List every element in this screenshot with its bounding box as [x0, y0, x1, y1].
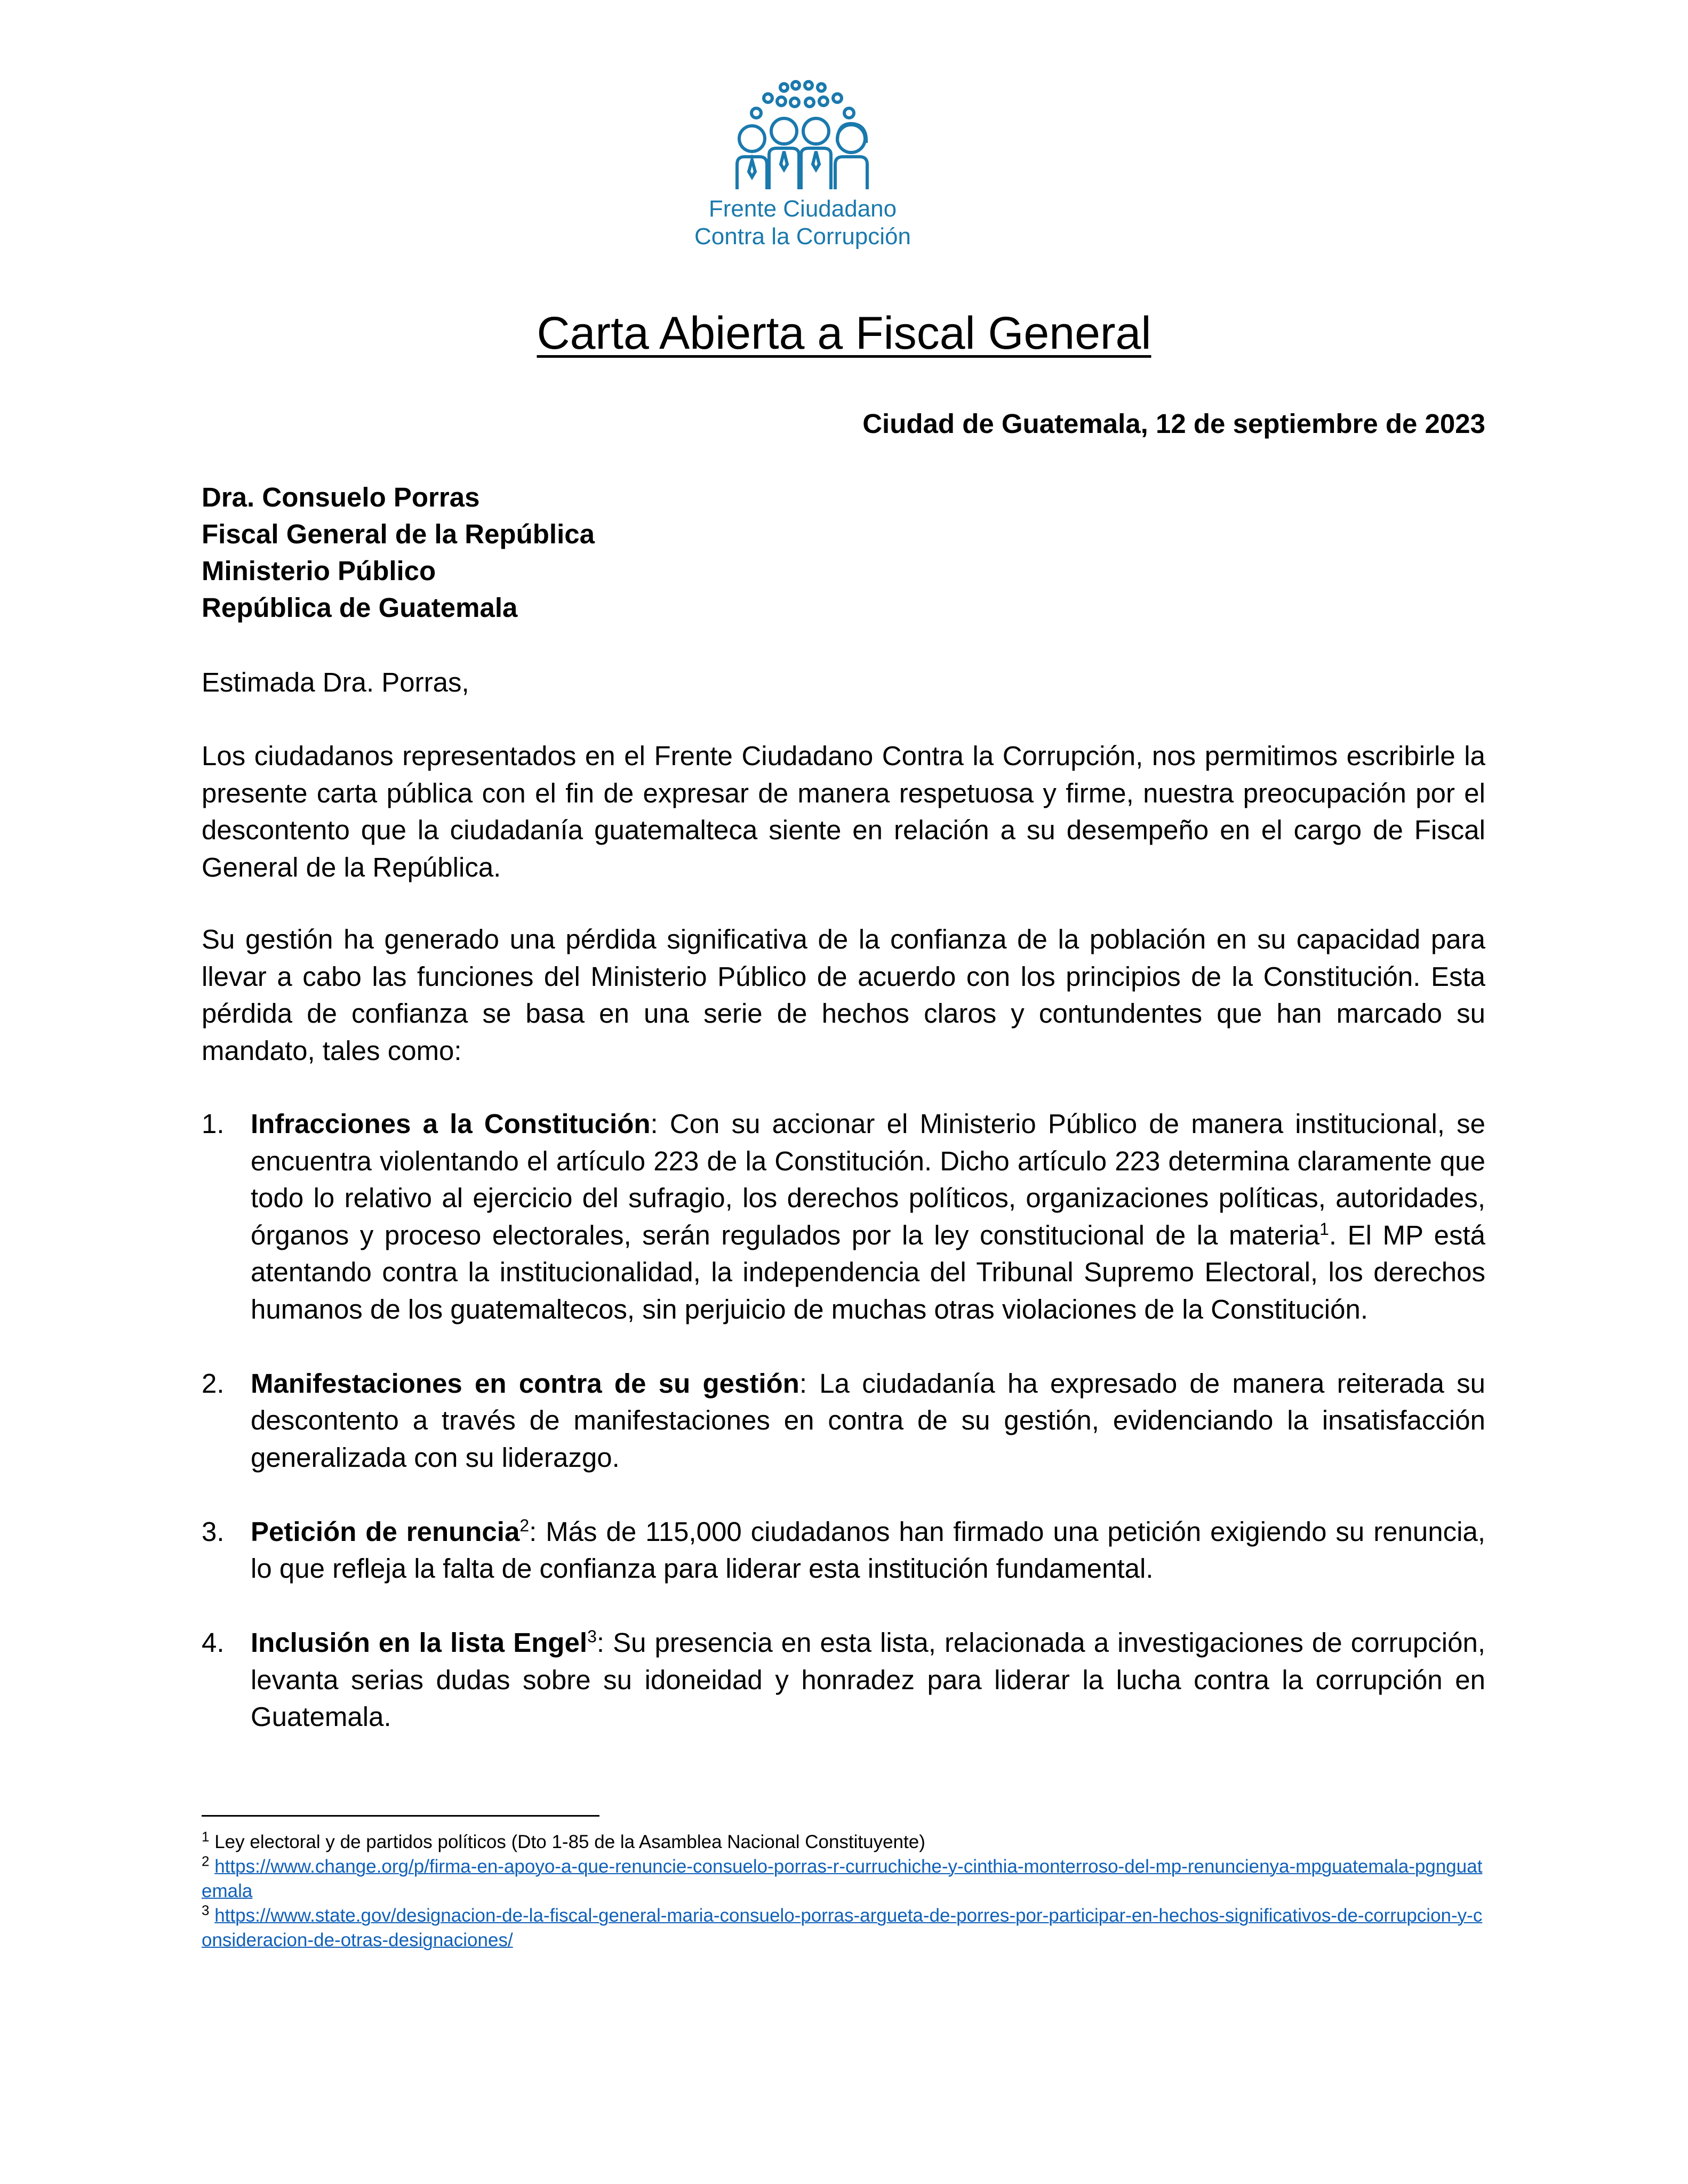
facts-list	[202, 1105, 1485, 1772]
list-item	[202, 1624, 1485, 1736]
list-item-title: Petición de renuncia	[251, 1516, 520, 1547]
paragraph-intro: Los ciudadanos representados en el Frente Ciudadano Contra la Corrupción, nos permitimos escribirle la presente carta pública con el fin de expresar de manera respetuosa y firme, nuestra preocupación por el descontento que la ciudadanía guatemalteca siente en relación a su desempeño en el cargo de Fiscal General de la República.	[202, 741, 1485, 882]
footnote-2	[202, 1854, 1492, 1904]
footnote-divider	[202, 1815, 599, 1817]
list-item	[202, 1365, 1485, 1476]
list-item-title: Manifestaciones en contra de su gestión	[251, 1368, 799, 1399]
footnote-link[interactable]: https://www.change.org/p/firma-en-apoyo-a-que-renuncie-consuelo-porras-r-curruchiche-y-cinthia-monterroso-del-mp-renuncienya-mpguatemala-pgnguatemala	[202, 1856, 1483, 1901]
list-item-title: Inclusión en la lista Engel	[251, 1627, 588, 1658]
footnote-3	[202, 1904, 1492, 1953]
recipient-name: Dra. Consuelo Porras	[202, 482, 480, 512]
paragraph-context: Su gestión ha generado una pérdida significativa de la confianza de la población en su capacidad para llevar a cabo las funciones del Ministerio Público de acuerdo con los principios de la Constitución. Esta pérdida de confianza se basa en una serie de hechos claros y contundentes que han marcado su mandato, tales como:	[202, 924, 1485, 1066]
footnote-number: 2	[202, 1853, 210, 1869]
footnote-1	[202, 1830, 1492, 1854]
letter-date: Ciudad de Guatemala, 12 de septiembre de 2023	[862, 408, 1485, 439]
letter-title-text: Carta Abierta a Fiscal General	[537, 308, 1151, 359]
list-item-text: : La ciudadanía ha expresado de manera reiterada su descontento a través de manifestaciones en contra de su gestión, evidenciando la insatisfacción generalizada con su liderazgo.	[251, 1368, 1485, 1473]
recipient-institution: Ministerio Público	[202, 556, 436, 586]
recipient-position: Fiscal General de la República	[202, 519, 595, 549]
list-item	[202, 1513, 1485, 1587]
list-item-number: 4.	[202, 1627, 225, 1658]
list-item-text: : Más de 115,000 ciudadanos han firmado una petición exigiendo su renuncia, lo que refleja la falta de confianza para liderar esta institución fundamental.	[251, 1516, 1486, 1584]
logo-text-line-2: Contra la Corrupción	[694, 223, 911, 250]
footnote-ref[interactable]: 3	[587, 1627, 597, 1646]
footnotes	[202, 1830, 1492, 1953]
list-item-text: . El MP está atentando contra la institucionalidad, la independencia del Tribunal Supremo Electoral, los derechos humanos de los guatemaltecos, sin perjuicio de muchas otras violaciones de la Constitución.	[251, 1219, 1485, 1324]
list-item-number: 1.	[202, 1109, 225, 1139]
list-item	[202, 1105, 1485, 1328]
list-item-number: 3.	[202, 1516, 225, 1547]
list-item-text: : Su presencia en esta lista, relacionada a investigaciones de corrupción, levanta serias dudas sobre su idoneidad y honradez para liderar la lucha contra la corrupción en Guatemala.	[251, 1627, 1485, 1732]
footnote-link[interactable]: https://www.state.gov/designacion-de-la-fiscal-general-maria-consuelo-porras-argueta-de-porres-por-participar-en-hechos-significativos-de-corrupcion-y-consideracion-de-otras-designaciones/	[202, 1905, 1483, 1950]
footnote-number: 3	[202, 1902, 210, 1918]
footnote-number: 1	[202, 1828, 210, 1845]
list-item-number: 2.	[202, 1368, 225, 1399]
greeting: Estimada Dra. Porras,	[202, 667, 469, 697]
letter-title	[0, 304, 1688, 363]
recipient-country: República de Guatemala	[202, 592, 518, 623]
footnote-ref[interactable]: 2	[519, 1515, 530, 1535]
recipient-block	[202, 479, 595, 626]
list-item-title: Infracciones a la Constitución	[251, 1109, 651, 1139]
logo-text-line-1: Frente Ciudadano	[708, 196, 897, 222]
footnote-text: Ley electoral y de partidos políticos (Dto 1-85 de la Asamblea Nacional Constituyente)	[214, 1832, 925, 1852]
people-group-icon	[731, 80, 875, 192]
organization-logo	[677, 80, 928, 251]
footnote-ref[interactable]: 1	[1319, 1219, 1329, 1239]
list-item-text: : Con su accionar el Ministerio Público de manera institucional, se encuentra violentando el artículo 223 de la Constitución. Dicho artículo 223 determina claramente que todo lo relativo al ejercicio del sufragio, los derechos políticos, organizaciones políticas, autoridades, órganos y proceso electorales, serán regulados por la ley constitucional de la materia	[251, 1109, 1485, 1250]
